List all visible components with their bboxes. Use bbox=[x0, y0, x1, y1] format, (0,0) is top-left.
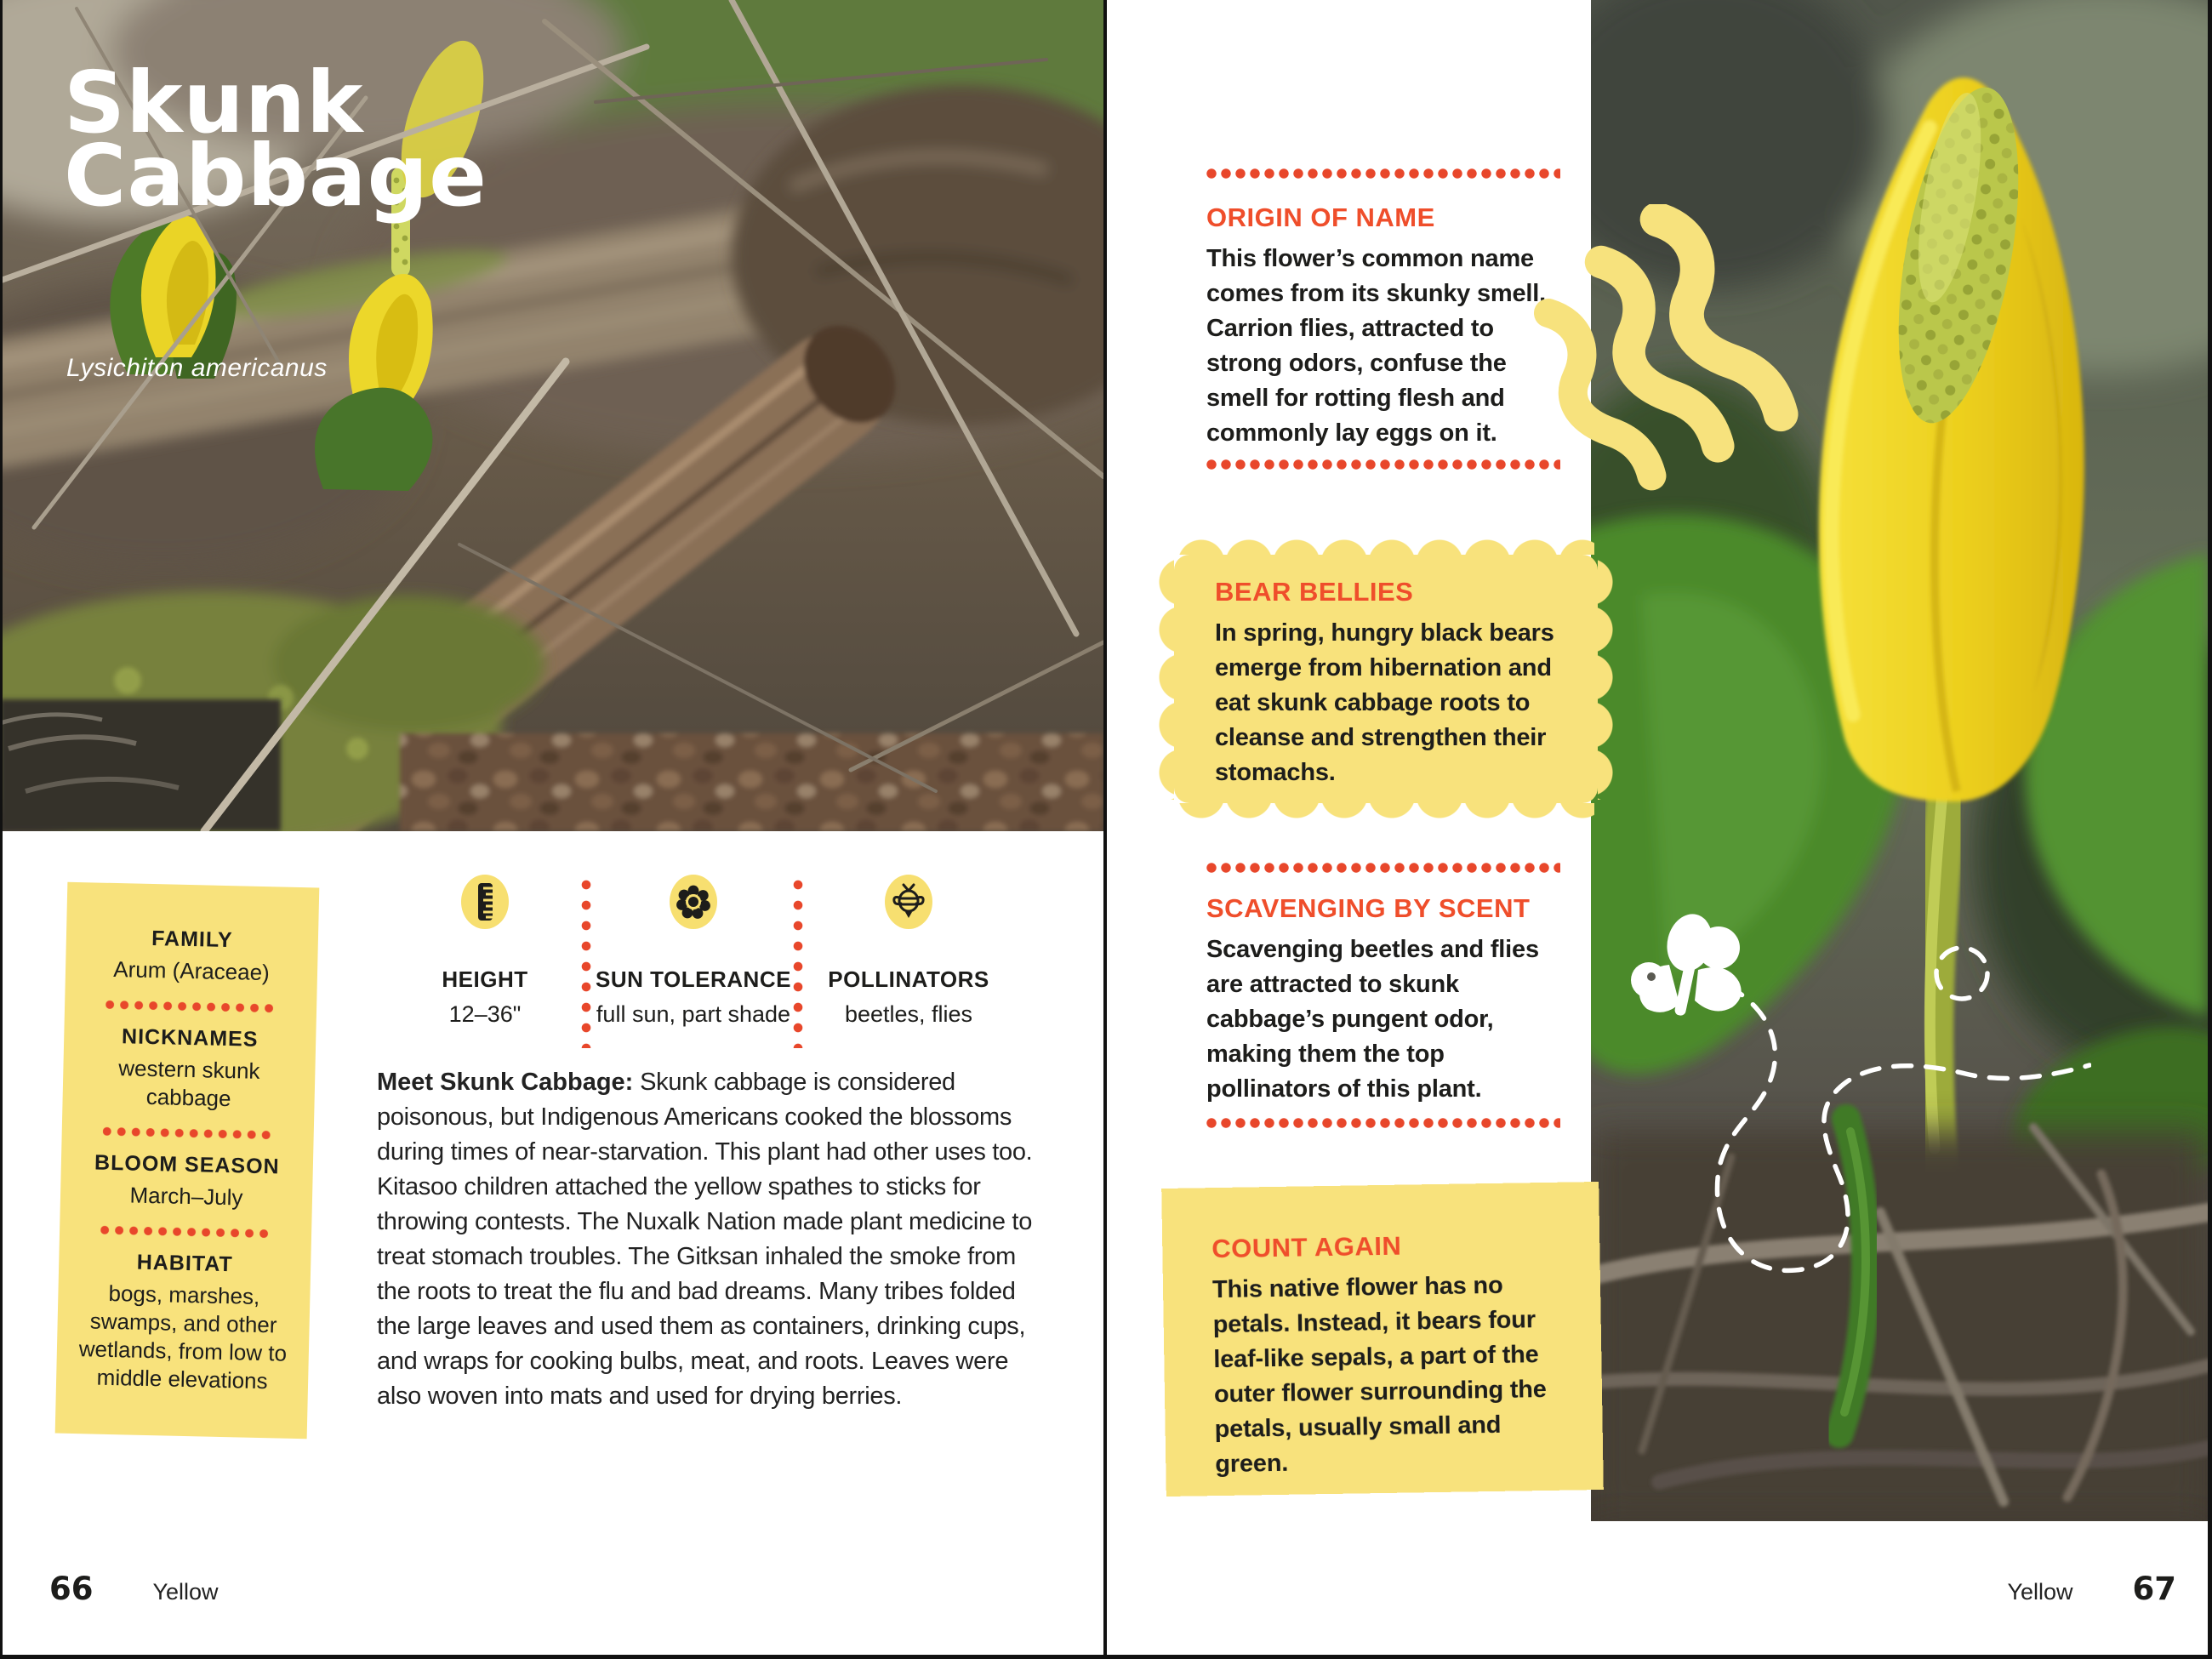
stat-pollinators bbox=[811, 875, 1006, 1029]
footer-right bbox=[2007, 1571, 2176, 1607]
stat-value: 12–36" bbox=[448, 1001, 522, 1027]
fact-section bbox=[84, 925, 299, 988]
stat-sun-tolerance bbox=[596, 875, 791, 1029]
callout-heading: BEAR BELLIES bbox=[1215, 577, 1414, 607]
stat-height bbox=[387, 875, 583, 1029]
intro-paragraph bbox=[377, 1065, 1047, 1414]
title-line1: Skunk bbox=[64, 53, 364, 152]
fact-value: bogs, marshes, swamps, and other wetlands, from low to middle elevations bbox=[78, 1280, 288, 1394]
page-edge-line bbox=[2208, 0, 2212, 1659]
dotted-divider bbox=[105, 1001, 276, 1013]
page-edge-line bbox=[0, 0, 3, 1659]
scallop-edge bbox=[1177, 803, 1594, 818]
spine-divider bbox=[1103, 0, 1107, 1659]
fact-section bbox=[81, 1023, 297, 1115]
callout-scavenging-by-scent bbox=[1206, 893, 1564, 1107]
scallop-edge bbox=[1598, 558, 1613, 800]
stat-label: SUN TOLERANCE bbox=[596, 966, 791, 992]
fact-label: HABITAT bbox=[136, 1250, 234, 1277]
fact-value: western skunk cabbage bbox=[118, 1055, 260, 1112]
dotted-divider-vertical bbox=[793, 880, 803, 1048]
dotted-rule bbox=[1206, 459, 1560, 470]
section-label: Yellow bbox=[2007, 1579, 2073, 1605]
dotted-divider-vertical bbox=[581, 880, 591, 1048]
intro-lead: Meet Skunk Cabbage: bbox=[377, 1069, 634, 1096]
stat-value: full sun, part shade bbox=[596, 1001, 791, 1027]
callout-body: This native flower has no petals. Instead, it bears four leaf-like sepals, a part of the outer flower surrounding the petals, usually small and green. bbox=[1211, 1271, 1547, 1479]
stat-label: HEIGHT bbox=[442, 966, 528, 992]
fact-section bbox=[75, 1249, 293, 1396]
stat-label: POLLINATORS bbox=[828, 966, 989, 992]
right-flower-photo bbox=[1591, 0, 2209, 1521]
latin-name: Lysichiton americanus bbox=[66, 354, 328, 382]
dotted-rule bbox=[1206, 863, 1560, 873]
flower-icon bbox=[670, 875, 717, 929]
bee-icon bbox=[885, 875, 932, 929]
fact-section bbox=[79, 1150, 294, 1213]
stats-row bbox=[400, 875, 1055, 1053]
fact-value: Arum (Araceae) bbox=[112, 955, 271, 986]
callout-body: In spring, hungry black bears emerge from hibernation and eat skunk cabbage roots to cleanse and strengthen their stomachs. bbox=[1215, 619, 1554, 786]
callout-heading: ORIGIN OF NAME bbox=[1206, 202, 1435, 232]
left-hero-photo bbox=[0, 0, 1103, 831]
scallop-edge bbox=[1177, 539, 1594, 555]
section-label: Yellow bbox=[152, 1579, 219, 1605]
fact-label: BLOOM SEASON bbox=[94, 1150, 280, 1179]
callout-body: This flower’s common name comes from its skunky smell. Carrion flies, attracted to strong odors, confuse the smell for rotting flesh and commonly lay eggs on it. bbox=[1206, 245, 1546, 447]
scallop-edge bbox=[1159, 558, 1174, 800]
footer-left bbox=[49, 1571, 219, 1607]
callout-origin-of-name bbox=[1206, 202, 1564, 451]
ruler-icon bbox=[461, 875, 509, 929]
page-number: 67 bbox=[2132, 1571, 2176, 1607]
fact-box bbox=[55, 882, 320, 1440]
dotted-rule bbox=[1206, 168, 1560, 179]
dotted-rule bbox=[1206, 1118, 1560, 1128]
intro-body: Skunk cabbage is considered poisonous, but Indigenous Americans cooked the blossoms during times of near-starvation. This plant had other uses too. Kitasoo children attached the yellow spathes to sticks for throwing contests. The Nuxalk Nation made plant medicine to treat stomach troubles. The Gitksan inhaled the smoke from the roots to treat the flu and bad dreams. Many tribes folded the large leaves and used them as containers, drinking cups, and wraps for cooking bulbs, meat, and roots. Leaves were also woven into mats and used for drying berries. bbox=[377, 1069, 1033, 1410]
fact-value: March–July bbox=[129, 1182, 243, 1211]
callout-heading: COUNT AGAIN bbox=[1211, 1230, 1402, 1264]
callout-count-again bbox=[1161, 1182, 1604, 1497]
callout-bear-bellies bbox=[1174, 555, 1598, 803]
callout-heading: SCAVENGING BY SCENT bbox=[1206, 893, 1531, 923]
page-title bbox=[64, 53, 487, 225]
fact-label: FAMILY bbox=[151, 926, 233, 953]
skunk-cabbage-flower-illustration bbox=[1591, 0, 2209, 1521]
fact-label: NICKNAMES bbox=[121, 1024, 259, 1052]
callout-body: Scavenging beetles and flies are attracted to skunk cabbage’s pungent odor, making them the top pollinators of this plant. bbox=[1206, 936, 1539, 1103]
page-number: 66 bbox=[49, 1571, 94, 1607]
dotted-divider bbox=[103, 1127, 273, 1140]
dotted-divider bbox=[100, 1226, 271, 1239]
title-line2: Cabbage bbox=[64, 126, 487, 225]
stat-value: beetles, flies bbox=[844, 1001, 973, 1027]
